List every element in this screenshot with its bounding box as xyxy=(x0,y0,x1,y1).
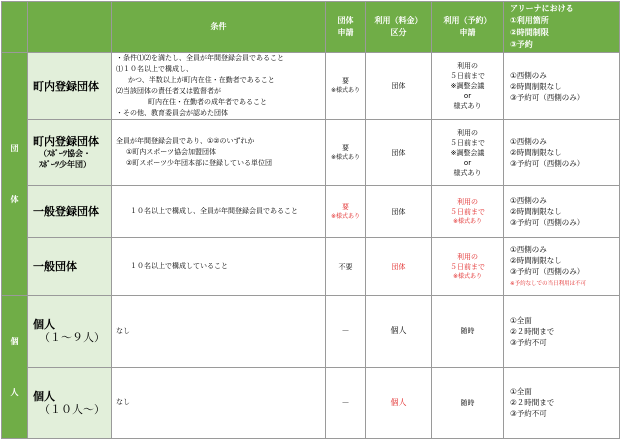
row-name xyxy=(28,120,112,186)
arena-line: ③予約可（西側のみ） xyxy=(510,92,585,102)
booking-cell xyxy=(432,238,504,296)
header-line: 利用（予約） xyxy=(443,16,492,25)
arena-line: ②時間制限なし xyxy=(510,148,562,157)
arena-warning: ※予約なしでの当日利用は不可 xyxy=(510,280,587,287)
condition-line: １０名以上で構成していること xyxy=(130,262,228,270)
usage-conditions-table xyxy=(1,1,620,439)
booking-line: ※調整会議 xyxy=(450,82,485,90)
fee-cell: 団体 xyxy=(366,238,432,296)
table-row xyxy=(2,53,620,120)
header-line: 区分 xyxy=(390,28,407,37)
booking-line: 利用の xyxy=(457,252,478,261)
apply-value: 要 xyxy=(342,202,349,211)
blank-header xyxy=(28,2,112,53)
row-name-sub: ｽﾎﾟｰﾂ少年団） xyxy=(39,160,91,169)
arena-line: ②時間制限なし xyxy=(510,255,562,265)
apply-note: ※様式あり xyxy=(330,212,361,220)
booking-line: ※調整会議 xyxy=(450,148,485,157)
booking-line: ５日前まで xyxy=(450,207,485,216)
header-line: ②時間制限 xyxy=(510,28,549,37)
condition-line: ⑴１０名以上で構成し、 xyxy=(116,65,193,73)
header-line: 利用（料金） xyxy=(374,16,423,25)
table-row xyxy=(2,367,620,439)
row-name-text: 個人 xyxy=(33,389,55,403)
table-row xyxy=(2,186,620,238)
arena-line: ③予約不可 xyxy=(510,337,547,347)
arena-line: ③予約可（西側のみ） xyxy=(510,266,585,276)
row-name: 町内登録団体 xyxy=(28,53,112,120)
corner-cell xyxy=(2,2,28,53)
condition-line: ①町内スポーツ協会加盟団体 xyxy=(126,148,216,156)
arena-line: ①西側のみ xyxy=(510,244,547,254)
condition-line: ・条件⑴⑵を満たし、全員が年間登録会員であること xyxy=(116,54,284,62)
booking-line: ※様式あり xyxy=(452,272,483,280)
arena-cell xyxy=(504,120,620,186)
fee-cell: 個人 xyxy=(366,296,432,368)
arena-line: ①西側のみ xyxy=(510,70,547,80)
arena-line: ②時間制限なし xyxy=(510,207,562,216)
booking-line: 様式あり xyxy=(453,102,482,110)
usage-booking-header xyxy=(432,2,504,53)
row-name-sub: （ｽﾎﾟｰﾂ協会・ xyxy=(39,149,91,158)
row-name-sub: （１～９人） xyxy=(39,331,105,345)
table-row xyxy=(2,296,620,368)
header-line: 申請 xyxy=(337,28,354,37)
apply-value: 要 xyxy=(342,77,349,85)
arena-line: ②２時間まで xyxy=(510,398,555,408)
arena-cell xyxy=(504,296,620,368)
booking-cell xyxy=(432,186,504,238)
booking-line: 様式あり xyxy=(453,168,482,177)
booking-line: 利用の xyxy=(457,128,478,137)
category-individual xyxy=(2,296,28,439)
category-group xyxy=(2,53,28,296)
category-char: 体 xyxy=(10,195,19,204)
apply-cell xyxy=(326,120,366,186)
arena-line: ①全面 xyxy=(510,315,532,325)
arena-cell xyxy=(504,238,620,296)
header-line: ③予約 xyxy=(510,40,533,49)
booking-cell xyxy=(432,53,504,120)
booking-line: ※様式あり xyxy=(452,217,483,225)
booking-line: ５日前まで xyxy=(450,138,485,147)
booking-cell xyxy=(432,120,504,186)
condition-line: かつ、半数以上が町内在住・在勤者であること xyxy=(128,76,275,84)
condition-cell xyxy=(112,120,326,186)
apply-cell: － xyxy=(326,367,366,439)
condition-cell xyxy=(112,186,326,238)
fee-cell: 団体 xyxy=(366,120,432,186)
condition-line: １０名以上で構成し、全員が年間登録会員であること xyxy=(130,207,298,215)
arena-header xyxy=(504,2,620,53)
arena-line: ③予約可（西側のみ） xyxy=(510,159,585,168)
fee-cell: 個人 xyxy=(366,367,432,439)
row-name-text: 町内登録団体 xyxy=(33,135,99,148)
arena-line: ②時間制限なし xyxy=(510,81,562,91)
category-char: 個 xyxy=(10,337,19,346)
apply-note: ※様式あり xyxy=(330,153,361,161)
condition-header: 条件 xyxy=(112,2,326,53)
booking-line: 利用の xyxy=(457,197,478,206)
booking-cell: 随時 xyxy=(432,296,504,368)
condition-cell xyxy=(112,238,326,296)
apply-cell: － xyxy=(326,296,366,368)
row-name xyxy=(28,367,112,439)
apply-cell: 不要 xyxy=(326,238,366,296)
group-apply-header xyxy=(326,2,366,53)
header-row xyxy=(2,2,620,53)
apply-value: 要 xyxy=(342,143,349,152)
row-name: 一般団体 xyxy=(28,238,112,296)
arena-cell xyxy=(504,367,620,439)
fee-cell: 団体 xyxy=(366,186,432,238)
table-row xyxy=(2,120,620,186)
arena-line: ①西側のみ xyxy=(510,196,547,205)
fee-cell: 団体 xyxy=(366,53,432,120)
arena-line: ②２時間まで xyxy=(510,326,555,336)
condition-line: ・その他、教育委員会が認めた団体 xyxy=(116,109,228,117)
usage-fee-header xyxy=(366,2,432,53)
row-name-text: 個人 xyxy=(33,318,55,332)
arena-line: ③予約可（西側のみ） xyxy=(510,218,585,227)
booking-line: or xyxy=(463,158,472,167)
condition-line: 町内在住・在勤者の成年者であること xyxy=(148,98,267,106)
apply-cell xyxy=(326,186,366,238)
condition-cell xyxy=(112,53,326,120)
category-char: 人 xyxy=(10,388,19,397)
booking-line: 利用の xyxy=(457,62,478,70)
condition-line: 全員が年間登録会員であり、①②のいずれか xyxy=(116,137,255,145)
arena-line: ③予約不可 xyxy=(510,409,547,419)
condition-cell: なし xyxy=(112,367,326,439)
booking-line: ５日前まで xyxy=(450,262,485,271)
header-line: アリーナにおける xyxy=(510,4,574,13)
row-name xyxy=(28,296,112,368)
apply-cell xyxy=(326,53,366,120)
condition-line: ②町スポーツ少年団本部に登録している単位団 xyxy=(126,159,272,167)
category-char: 団 xyxy=(10,144,19,153)
condition-line: ⑵当該団体の責任者又は監督者が xyxy=(116,87,221,95)
booking-cell: 随時 xyxy=(432,367,504,439)
arena-line: ①西側のみ xyxy=(510,137,547,146)
arena-cell xyxy=(504,186,620,238)
header-line: ①利用箇所 xyxy=(510,16,549,25)
booking-line: or xyxy=(463,92,472,100)
arena-cell xyxy=(504,53,620,120)
table-row xyxy=(2,238,620,296)
header-line: 団体 xyxy=(337,16,354,25)
condition-cell: なし xyxy=(112,296,326,368)
arena-line: ①全面 xyxy=(510,387,532,397)
header-line: 申請 xyxy=(459,28,476,37)
row-name-sub: （１０人～） xyxy=(39,402,105,416)
apply-note: ※様式あり xyxy=(330,87,361,94)
booking-line: ５日前まで xyxy=(450,72,485,80)
row-name: 一般登録団体 xyxy=(28,186,112,238)
